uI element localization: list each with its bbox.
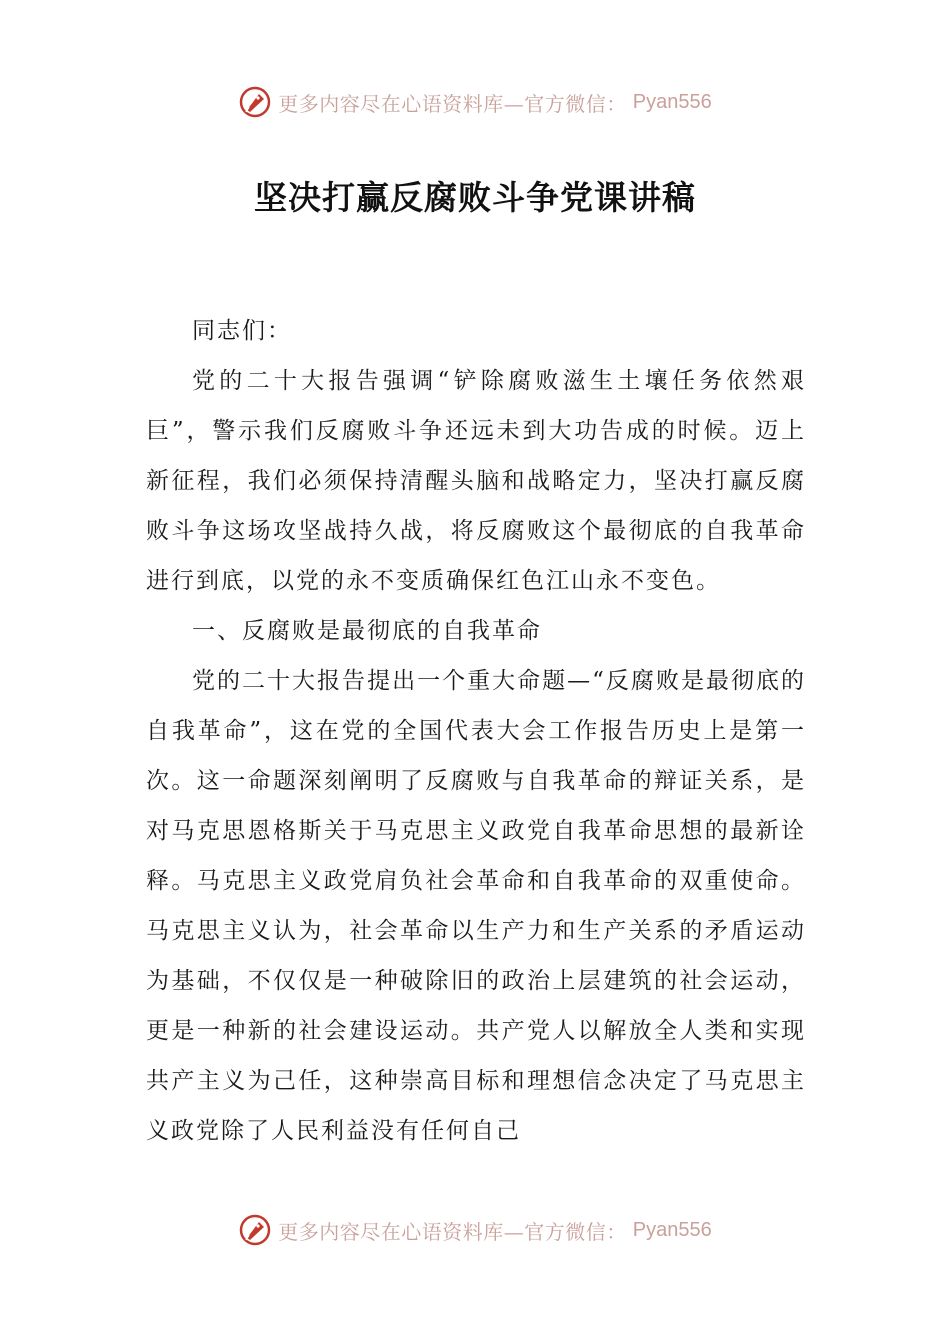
pen-nib-icon [238, 1213, 272, 1247]
salutation-paragraph: 同志们： [192, 318, 292, 344]
pen-nib-icon [238, 85, 272, 119]
footer-banner-wechat-id: Pyan556 [632, 1218, 712, 1241]
header-banner [0, 82, 950, 122]
header-banner-wechat-id: Pyan556 [632, 90, 712, 113]
header-banner-text: 更多内容尽在心语资料库—官方微信： [278, 91, 627, 116]
document-body [146, 306, 806, 1156]
footer-banner-text: 更多内容尽在心语资料库—官方微信： [278, 1219, 627, 1244]
document-title: 坚决打赢反腐败斗争党课讲稿 [254, 178, 696, 217]
intro-paragraph: 党的二十大报告强调“铲除腐败滋生土壤任务依然艰巨”，警示我们反腐败斗争还远未到大功告成的时候。迈上新征程，我们必须保持清醒头脑和战略定力，坚决打赢反腐败斗争这场攻坚战持久战，将反腐败这个最彻底的自我革命进行到底，以党的永不变质确保红色江山永不变色。 [146, 368, 806, 594]
footer-banner [0, 1210, 950, 1250]
section-heading-1: 一、反腐败是最彻底的自我革命 [192, 618, 542, 644]
body-paragraph: 党的二十大报告提出一个重大命题—“反腐败是最彻底的自我革命”，这在党的全国代表大会工作报告历史上是第一次。这一命题深刻阐明了反腐败与自我革命的辩证关系，是对马克思恩格斯关于马克思主义政党自我革命思想的最新诠释。马克思主义政党肩负社会革命和自我革命的双重使命。马克思主义认为，社会革命以生产力和生产关系的矛盾运动为基础，不仅仅是一种破除旧的政治上层建筑的社会运动，更是一种新的社会建设运动。共产党人以解放全人类和实现共产主义为己任，这种崇高目标和理想信念决定了马克思主义政党除了人民利益没有任何自己 [146, 668, 806, 1144]
